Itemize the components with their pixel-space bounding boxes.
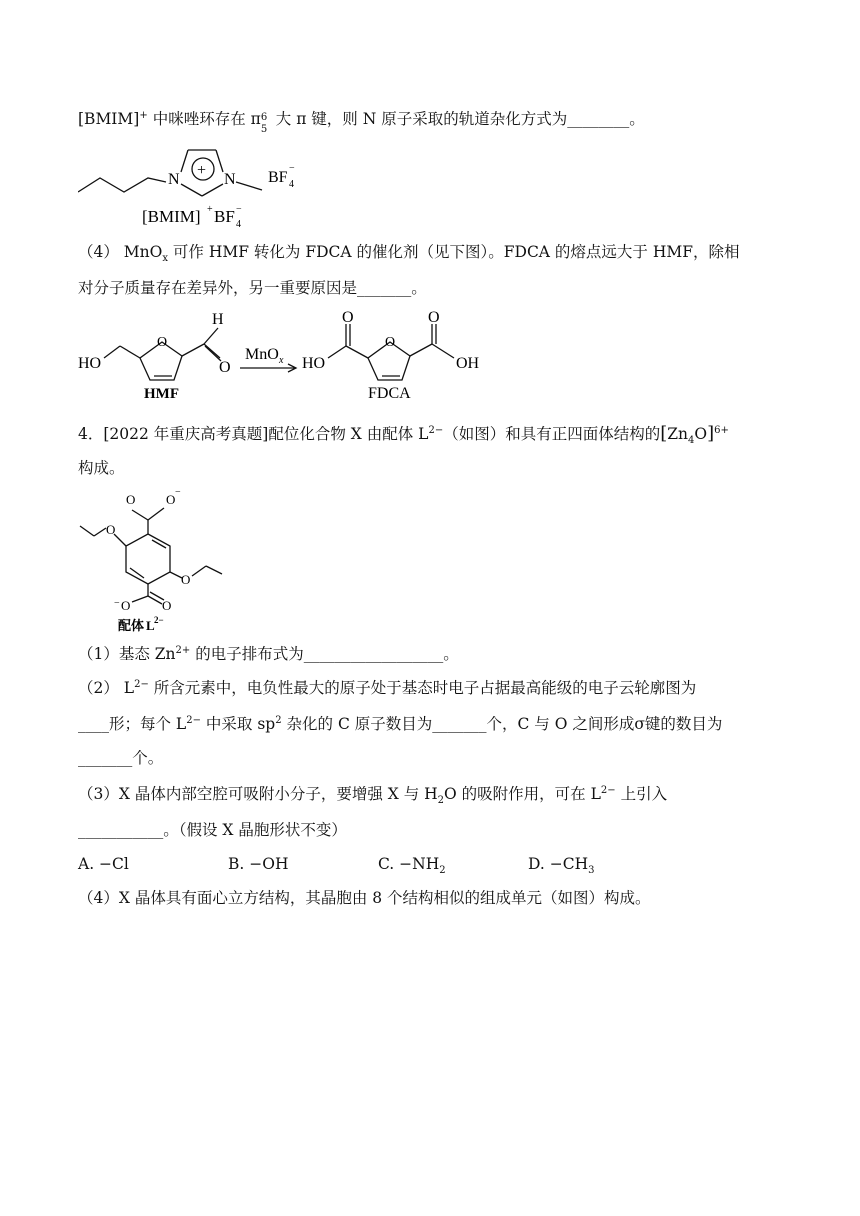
p2-l2-a: ____形；每个 L	[78, 715, 187, 733]
bmim-ion: [BMIM]	[78, 110, 140, 128]
ligand-structure-figure	[78, 484, 228, 636]
bf4-sub: 4	[289, 179, 294, 190]
q3-line-1-a: 中咪唑环存在	[152, 110, 246, 128]
bmim-caption: [BMIM]	[142, 207, 201, 226]
ligand-ether-o-2: O	[181, 572, 191, 587]
part4-a: （4） MnO	[78, 243, 163, 261]
p1-a: （1）基态 Zn	[78, 645, 176, 663]
p3-sub: 2	[437, 795, 445, 807]
zn-cluster-sub: 4	[688, 435, 695, 447]
option-c-text: C. −NH	[378, 855, 440, 873]
option-c-sub: 2	[439, 865, 446, 877]
nitrogen-2: N	[224, 171, 236, 188]
q4-options	[78, 854, 678, 877]
q4-line-2: 构成。	[78, 459, 125, 477]
option-d-sub: 3	[588, 865, 595, 877]
q4-line-1-b: （如图）和具有正四面体结构的	[443, 425, 661, 443]
q3-line-1: [BMIM]+ 中咪唑环存在 π 6 5 大 π 键，则 N 原子采取的轨道杂化方式为________。	[78, 109, 645, 135]
option-c[interactable]	[378, 854, 528, 877]
nitrogen-1: N	[168, 171, 180, 188]
q4-part2-line-1	[78, 678, 696, 698]
q3-part4-line-1	[78, 242, 740, 265]
hmf-aldehyde-o: O	[219, 359, 231, 376]
bmim-charge: +	[139, 109, 148, 121]
p3-c: 上引入	[615, 785, 668, 803]
p3-b: O 的吸附作用，可在 L	[444, 785, 601, 803]
ligand-o-top: O	[126, 492, 136, 507]
q4-part2-line-3: _______个。	[78, 749, 164, 767]
hmf-label: HMF	[144, 386, 179, 402]
hmf-fdca-reaction-figure	[78, 306, 498, 402]
bracket-open: [	[660, 423, 668, 444]
bf4-sup: −	[289, 163, 295, 174]
option-a[interactable]: A. −Cl	[78, 855, 129, 873]
p1-sup: 2+	[175, 644, 191, 656]
q4-part2-line-2	[78, 714, 722, 734]
bmim-caption-sub: 4	[236, 219, 241, 230]
zn-cluster-sup: 6+	[714, 424, 729, 436]
q4-part1	[78, 644, 459, 664]
bracket-close: ]	[707, 423, 715, 444]
bf4-anion: BF	[268, 169, 288, 186]
option-d-text: D. −CH	[528, 855, 589, 873]
fdca-ho: HO	[302, 355, 326, 372]
bmim-caption-sup: +	[207, 204, 213, 215]
p1-b: 的电子排布式为__________________。	[190, 645, 459, 663]
zn-cluster-o: O	[694, 425, 708, 443]
q3-line-1-b: 大 π 键，则 N 原子采取的轨道杂化方式为________。	[275, 110, 645, 128]
ligand-o-bot: O	[121, 598, 131, 613]
zn-cluster: Zn	[667, 425, 689, 443]
ligand-ether-o-1: O	[106, 522, 116, 537]
catalyst-label: MnO	[245, 346, 279, 363]
p2-a: （2） L	[78, 679, 135, 697]
fdca-carbonyl-o-1: O	[342, 309, 354, 326]
q4-part4: （4）X 晶体具有面心立方结构，其晶胞由 8 个结构相似的组成单元（如图）构成。	[78, 889, 651, 907]
catalyst-sub: x	[279, 355, 284, 366]
bmim-caption-bf: BF	[214, 207, 235, 226]
part4-sub: x	[162, 253, 168, 265]
q4-line-1-a: 4．[2022 年重庆高考真题]配位化合物 X 由配体 L	[78, 425, 429, 443]
ligand-o-bot-2: O	[162, 598, 172, 613]
part4-b: 可作 HMF 转化为 FDCA 的催化剂（见下图）。FDCA 的熔点远大于 HMF，除相	[168, 243, 740, 261]
p2-l2-sup: 2−	[186, 714, 201, 726]
fdca-ring-o: O	[385, 335, 396, 350]
fdca-label: FDCA	[368, 385, 411, 402]
p2-l2-b: 中采取 sp	[200, 715, 276, 733]
ligand-caption-sup: 2−	[154, 615, 164, 625]
ligand-o-bot-minus: −	[114, 598, 120, 609]
q4-part3-line-1	[78, 784, 668, 807]
p2-l2-c: 杂化的 C 原子数目为_______个，C 与 O 之间形成σ键的数目为	[281, 715, 723, 733]
bmim-caption-sup2: −	[236, 204, 242, 215]
fdca-carbonyl-o-2: O	[428, 309, 440, 326]
ligand-caption-l: L	[146, 618, 155, 633]
option-d[interactable]	[528, 854, 678, 877]
q3-part4-line-2: 对分子质量存在差异外，另一重要原因是_______。	[78, 279, 427, 297]
hmf-h: H	[212, 311, 224, 328]
p3-sup: 2−	[600, 784, 616, 796]
q4-part3-line-2: ___________。（假设 X 晶胞形状不变）	[78, 821, 347, 839]
p2-l2-sup2: 2	[275, 714, 282, 726]
q4-line-1	[78, 423, 729, 447]
q4-l-sup: 2−	[428, 424, 444, 436]
p3-a: （3）X 晶体内部空腔可吸附小分子，要增强 X 与 H	[78, 785, 438, 803]
pi-symbol: π	[250, 110, 261, 128]
ligand-o-top-2: O	[166, 492, 176, 507]
p2-b: 所含元素中，电负性最大的原子处于基态时电子占据最高能级的电子云轮廓图为	[148, 679, 697, 697]
hmf-ho: HO	[78, 355, 102, 372]
ring-plus: +	[197, 162, 207, 179]
hmf-ring-o: O	[157, 335, 168, 350]
bmim-structure-figure	[78, 136, 318, 230]
option-b[interactable]: B. −OH	[228, 855, 289, 873]
fdca-oh: OH	[456, 355, 480, 372]
ligand-caption: 配体	[118, 618, 145, 633]
ligand-o-top-minus: −	[175, 487, 181, 498]
p2-sup: 2−	[134, 678, 149, 690]
